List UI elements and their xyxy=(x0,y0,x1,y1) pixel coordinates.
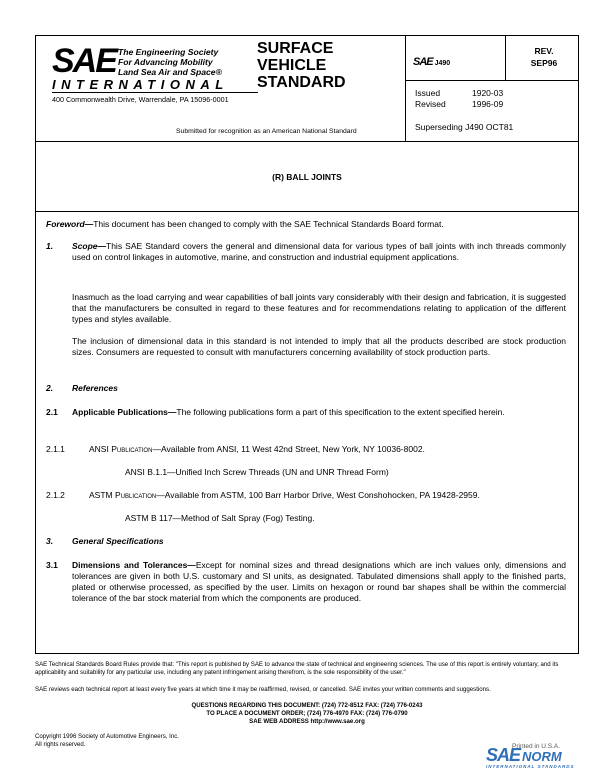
review-note: SAE reviews each technical report at least every five years at which time it may be reaffirmed, revised, or cancelled. SAE invites your written comments and suggestions. xyxy=(35,686,491,693)
standard-title-line-1: SURFACE xyxy=(257,40,334,57)
questions-line: QUESTIONS REGARDING THIS DOCUMENT: (724) 772-8512 FAX: (724) 776-0243 xyxy=(191,702,423,709)
revision-box xyxy=(514,45,574,69)
rev-column-rule xyxy=(505,36,506,80)
issued-label: Issued xyxy=(415,88,441,98)
astm-text: —Available from ASTM, 100 Barr Harbor Drive, West Conshohocken, PA 19428-2959. xyxy=(156,490,480,500)
society-line-1: The Engineering Society xyxy=(118,47,219,57)
ansi-label: ANSI Publication xyxy=(89,444,153,454)
applicable-text: The following publications form a part of this specification to the extent specified herein. xyxy=(176,407,505,417)
document-number xyxy=(413,56,450,68)
board-rules: SAE Technical Standards Board Rules provide that: "This report is published by SAE to advance the state of technical and engineering sciences. The use of this report is entirely voluntary, and its applicability and suitability for any particular use, including any patent infringement arising therefrom, is the sole responsibility of the user." xyxy=(35,661,559,676)
header-column-rule xyxy=(405,36,406,141)
foreword-label: Foreword— xyxy=(46,219,94,229)
rev-value: SEP96 xyxy=(530,58,558,68)
scope-paragraph xyxy=(72,241,566,263)
society-line-3: Land Sea Air and Space xyxy=(118,67,216,77)
superseding-note: Superseding J490 OCT81 xyxy=(415,122,514,132)
ansi-item: ANSI B.1.1—Unified Inch Screw Threads (UN and UNR Thread Form) xyxy=(125,467,389,477)
standard-title xyxy=(257,40,346,91)
astm-number: 2.1.2 xyxy=(46,490,65,500)
foreword-text: This document has been changed to comply with the SAE Technical Standards Board format. xyxy=(93,219,444,229)
references-number: 2. xyxy=(46,383,54,393)
order-line: TO PLACE A DOCUMENT ORDER; (724) 776-4970 FAX: (724) 776-0790 xyxy=(206,710,408,717)
norm-logo-sae: SAE xyxy=(486,745,521,765)
general-heading: General Specifications xyxy=(72,536,164,546)
astm-item: ASTM B 117—Method of Salt Spray (Fog) Testing. xyxy=(125,513,315,523)
standard-title-line-3: STANDARD xyxy=(257,74,346,91)
sae-norm-logo xyxy=(486,745,575,769)
paragraph-capabilities: Inasmuch as the load carrying and wear capabilities of ball joints vary considerably with their design and fabrication, it is suggested that the manufacturers be consulted in regard to these features and for recommendations relating to application of the different types and styles available. xyxy=(72,292,566,324)
issue-dates xyxy=(415,88,503,110)
applicable-number: 2.1 xyxy=(46,407,58,417)
copyright xyxy=(35,733,179,749)
dimensions-text: Except for nominal sizes and thread designations which are inch values only, dimensions and tolerances are given in both U.S. customary and SI units, as designated. Tabulated dimensions shall apply to the finished parts, plated or otherwise processed, as specified by the user. Limits on hexagon or round bar shapes shall be within the commercial tolerance of the bar stock material from which the components are produced. xyxy=(72,560,566,603)
scope-number: 1. xyxy=(46,241,54,251)
foreword xyxy=(46,219,566,230)
general-number: 3. xyxy=(46,536,54,546)
issued-value: 1920-03 xyxy=(472,88,504,98)
astm-label: ASTM Publication xyxy=(89,490,157,500)
standard-title-line-2: VEHICLE xyxy=(257,57,327,74)
astm-paragraph xyxy=(89,490,566,501)
web-line: SAE WEB ADDRESS http://www.sae.org xyxy=(249,718,365,725)
address: 400 Commonwealth Drive, Warrendale, PA 15096-0001 xyxy=(52,95,229,104)
doc-sae-logo: SAE xyxy=(413,56,433,68)
copyright-line: Copyright 1996 Society of Automotive Engineers, Inc. xyxy=(35,733,179,740)
title-divider xyxy=(36,211,578,212)
rev-label: REV. xyxy=(534,46,554,56)
submitted-note: Submitted for recognition as an American National Standard xyxy=(176,128,357,135)
revised-value: 1996-09 xyxy=(472,99,504,109)
scope-label: Scope— xyxy=(72,241,107,251)
wordmark-rule xyxy=(52,92,258,93)
applicable-label: Applicable Publications— xyxy=(72,407,177,417)
society-line-2: For Advancing Mobility xyxy=(118,57,213,67)
ansi-paragraph xyxy=(89,444,566,455)
ansi-number: 2.1.1 xyxy=(46,444,65,454)
revised-label: Revised xyxy=(415,99,446,109)
rights-line: All rights reserved. xyxy=(35,741,86,748)
society-tagline xyxy=(118,47,222,77)
norm-logo-text: NORM xyxy=(522,749,562,764)
dimensions-paragraph xyxy=(72,560,566,604)
printed-note: Printed in U.S.A. xyxy=(512,743,561,750)
international-wordmark: INTERNATIONAL xyxy=(52,77,229,92)
docno-divider xyxy=(405,80,578,81)
norm-logo-subtitle: INTERNATIONAL STANDARDS xyxy=(486,764,575,769)
header-divider xyxy=(36,141,578,142)
sae-logo: SAE xyxy=(52,42,116,80)
ansi-text: —Available from ANSI, 11 West 42nd Street, New York, NY 10036-8002. xyxy=(152,444,425,454)
header-frame xyxy=(35,35,579,654)
dimensions-label: Dimensions and Tolerances— xyxy=(72,560,196,570)
document-title: (R) BALL JOINTS xyxy=(272,172,342,182)
doc-number-value: J490 xyxy=(434,60,451,67)
paragraph-inclusion: The inclusion of dimensional data in this standard is not intended to imply that all the products described are stock production sizes. Consumers are requested to consult with manufacturers concerning availability of stock production parts. xyxy=(72,336,566,357)
dimensions-number: 3.1 xyxy=(46,560,58,570)
references-heading: References xyxy=(72,383,118,393)
scope-text: This SAE Standard covers the general and dimensional data for various types of ball joints with inch threads commonly used on control linkages in automotive, marine, and construction and industrial equipment applications. xyxy=(72,241,566,262)
applicable-paragraph xyxy=(72,407,566,418)
registered-mark: ® xyxy=(215,67,222,77)
